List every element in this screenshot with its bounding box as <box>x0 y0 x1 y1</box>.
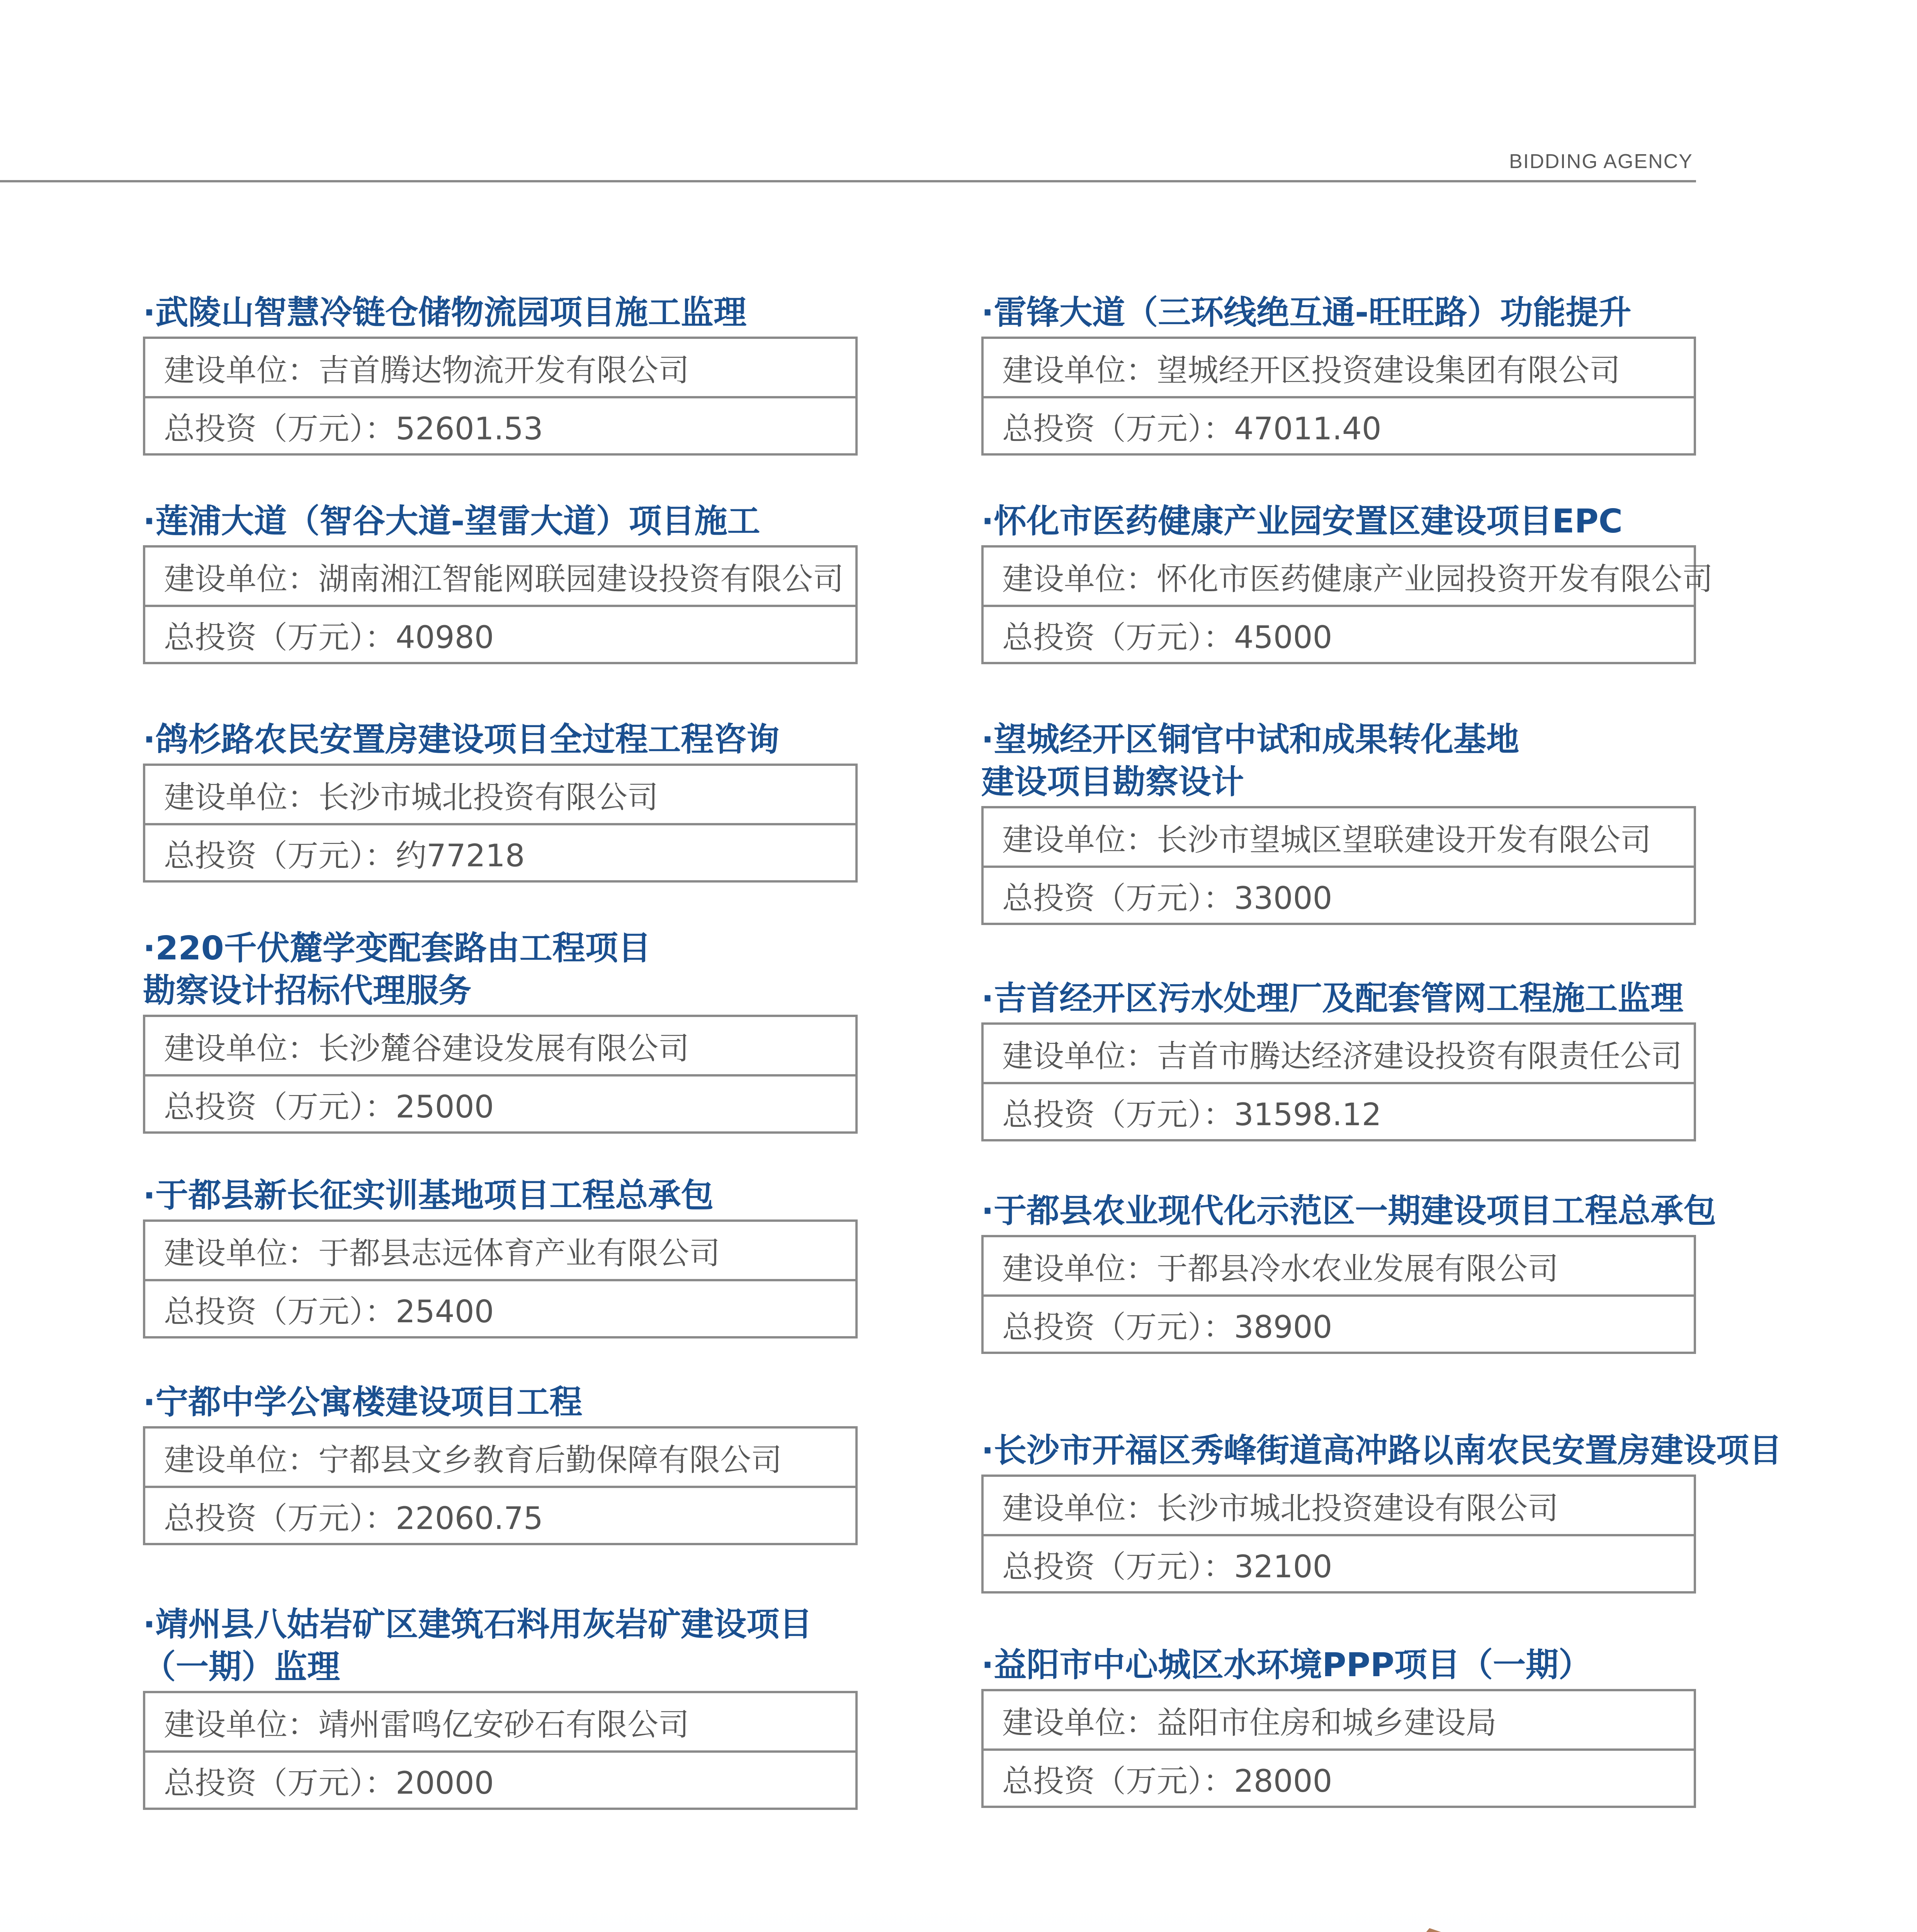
project-title: ·武陵山智慧冷链仓储物流园项目施工监理 <box>143 294 747 332</box>
project-info-box <box>143 337 858 456</box>
total-investment: 总投资（万元）：22060.75 <box>145 1486 855 1543</box>
construction-unit: 建设单位：望城经开区投资建设集团有限公司 <box>1002 352 1620 388</box>
project-info-box <box>981 806 1696 925</box>
total-investment: 总投资（万元）：38900 <box>984 1294 1694 1352</box>
project-card <box>143 719 858 883</box>
project-info-box <box>143 545 858 664</box>
construction-unit: 建设单位：长沙市望城区望联建设开发有限公司 <box>1002 821 1651 858</box>
project-title: ·于都县农业现代化示范区一期建设项目工程总承包 <box>981 1192 1716 1230</box>
total-investment: 总投资（万元）：40980 <box>145 605 855 662</box>
project-card <box>143 1381 858 1545</box>
project-card <box>143 292 858 456</box>
project-card <box>143 500 858 664</box>
project-info-box <box>981 545 1713 664</box>
project-title: ·雷锋大道（三环线绝互通-旺旺路）功能提升 <box>981 294 1631 332</box>
project-title: ·吉首经开区污水处理厂及配套管网工程施工监理 <box>981 980 1684 1018</box>
total-investment: 总投资（万元）：25400 <box>145 1279 855 1336</box>
total-investment: 总投资（万元）：25000 <box>145 1074 855 1131</box>
construction-unit: 建设单位：益阳市住房和城乡建设局 <box>1002 1704 1497 1741</box>
total-investment: 总投资（万元）：33000 <box>984 866 1694 923</box>
project-title: ·长沙市开福区秀峰街道高冲路以南农民安置房建设项目 <box>981 1432 1782 1470</box>
construction-unit: 建设单位：吉首腾达物流开发有限公司 <box>164 352 689 388</box>
construction-unit: 建设单位：长沙市城北投资建设有限公司 <box>1002 1490 1558 1526</box>
project-card <box>981 978 1696 1141</box>
total-investment: 总投资（万元）：20000 <box>145 1750 855 1808</box>
project-info-box <box>981 1022 1696 1141</box>
construction-unit: 建设单位：于都县冷水农业发展有限公司 <box>1002 1250 1558 1287</box>
project-info-box <box>143 1426 858 1545</box>
header-label: BIDDING AGENCY <box>1509 150 1693 173</box>
total-investment: 总投资（万元）：45000 <box>984 605 1694 662</box>
project-card <box>981 292 1696 456</box>
project-card <box>143 1604 858 1810</box>
total-investment: 总投资（万元）：32100 <box>984 1534 1694 1591</box>
total-investment: 总投资（万元）：47011.40 <box>984 396 1694 453</box>
project-title: ·于都县新长征实训基地项目工程总承包 <box>143 1177 714 1215</box>
project-info-box <box>143 764 858 883</box>
project-info-box <box>143 1691 858 1810</box>
project-title: ·莲浦大道（智谷大道-望雷大道）项目施工 <box>143 502 760 541</box>
project-info-box <box>981 1235 1696 1354</box>
construction-unit: 建设单位：吉首市腾达经济建设投资有限责任公司 <box>1002 1038 1682 1074</box>
city-skyline-image <box>0 1905 1917 1932</box>
project-title: ·益阳市中心城区水环境PPP项目（一期） <box>981 1646 1592 1684</box>
construction-unit: 建设单位：靖州雷鸣亿安砂石有限公司 <box>164 1706 689 1743</box>
project-info-box <box>981 1689 1696 1808</box>
construction-unit: 建设单位：长沙麓谷建设发展有限公司 <box>164 1030 689 1066</box>
project-title: ·怀化市医药健康产业园安置区建设项目EPC <box>981 502 1623 541</box>
total-investment: 总投资（万元）：31598.12 <box>984 1082 1694 1139</box>
project-title: ·鸽杉路农民安置房建设项目全过程工程咨询 <box>143 721 780 759</box>
project-info-box <box>143 1015 858 1134</box>
project-card <box>981 719 1696 925</box>
construction-unit: 建设单位：长沙市城北投资有限公司 <box>164 779 658 815</box>
header-divider <box>0 180 1696 182</box>
construction-unit: 建设单位：湖南湘江智能网联园建设投资有限公司 <box>164 561 844 597</box>
project-card <box>143 1175 858 1338</box>
total-investment: 总投资（万元）：52601.53 <box>145 396 855 453</box>
project-card <box>981 1190 1716 1354</box>
project-card <box>981 500 1713 664</box>
project-title: ·220千伏麓学变配套路由工程项目 勘察设计招标代理服务 <box>143 929 651 1010</box>
construction-unit: 建设单位：宁都县文乡教育后勤保障有限公司 <box>164 1442 782 1478</box>
project-card <box>981 1644 1696 1808</box>
total-investment: 总投资（万元）：28000 <box>984 1748 1694 1806</box>
project-info-box <box>981 1475 1696 1594</box>
construction-unit: 建设单位：于都县志远体育产业有限公司 <box>164 1235 720 1271</box>
total-investment: 总投资（万元）：约77218 <box>145 823 855 880</box>
project-title: ·望城经开区铜官中试和成果转化基地 建设项目勘察设计 <box>981 721 1519 801</box>
project-card <box>143 927 858 1134</box>
project-card <box>981 1430 1782 1594</box>
project-info-box <box>981 337 1696 456</box>
project-title: ·宁都中学公寓楼建设项目工程 <box>143 1383 583 1422</box>
project-info-box <box>143 1219 858 1338</box>
project-title: ·靖州县八姑岩矿区建筑石料用灰岩矿建设项目 （一期）监理 <box>143 1605 812 1686</box>
construction-unit: 建设单位：怀化市医药健康产业园投资开发有限公司 <box>1002 561 1713 597</box>
